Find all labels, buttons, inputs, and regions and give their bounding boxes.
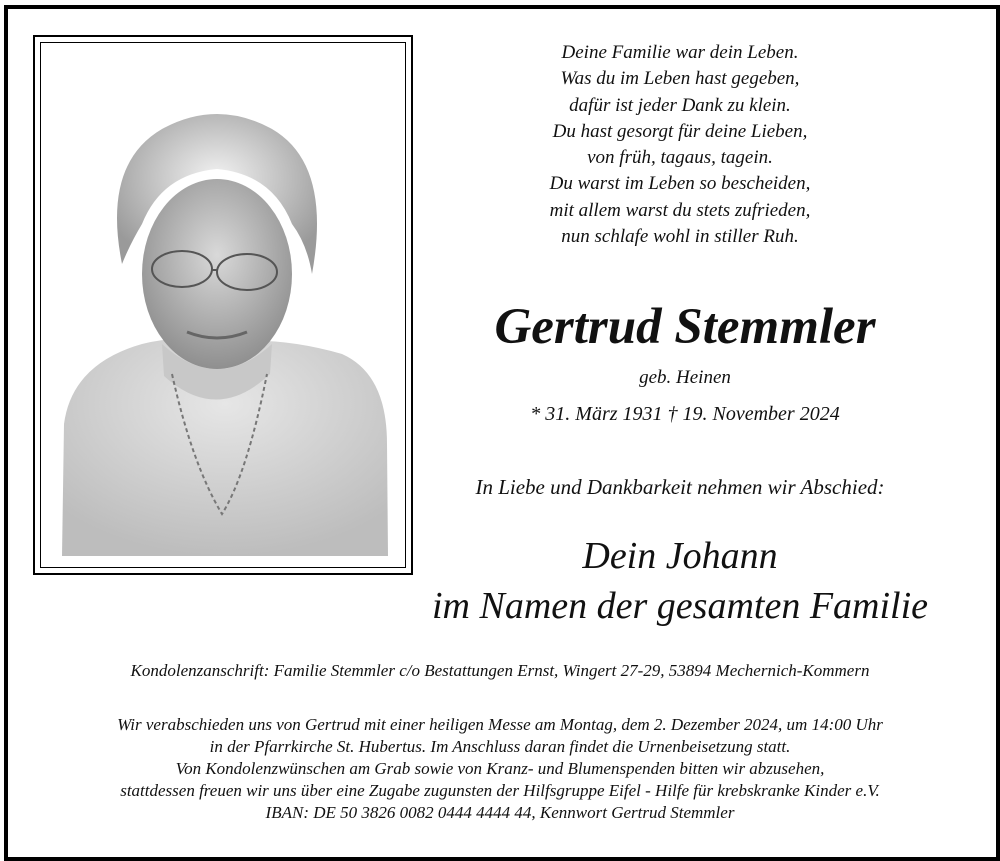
poem-line: Du hast gesorgt für deine Lieben, <box>552 120 808 142</box>
service-info-line: Wir verabschieden uns von Gertrud mit einer heiligen Messe am Montag, dem 2. Dezember 2024, um 14:00 Uhr <box>117 715 883 734</box>
poem-line: Deine Familie war dein Leben. <box>561 42 799 63</box>
farewell-line: In Liebe und Dankbarkeit nehmen wir Abschied: <box>475 475 885 499</box>
poem-line: mit allem warst du stets zufrieden, <box>549 199 811 221</box>
signature-line-1: Dein Johann <box>582 535 778 577</box>
deceased-name: Gertrud Stemmler <box>494 299 876 355</box>
service-info-line: in der Pfarrkirche St. Hubertus. Im Anschluss daran findet die Urnenbeisetzung statt. <box>209 737 791 756</box>
condolence-address: Kondolenzanschrift: Familie Stemmler c/o Bestattungen Ernst, Wingert 27-29, 53894 Mechernich-Kommern <box>130 661 870 680</box>
poem-line: nun schlafe wohl in stiller Ruh. <box>561 226 799 248</box>
portrait-photo <box>42 44 404 566</box>
portrait-illustration <box>42 44 394 556</box>
signature-line-2: im Namen der gesamten Familie <box>431 585 929 627</box>
memorial-poem <box>440 40 920 250</box>
life-dates: * 31. März 1931 † 19. November 2024 <box>530 403 840 425</box>
service-info-line: Von Kondolenzwünschen am Grab sowie von Kranz- und Blumenspenden bitten wir abzusehen, <box>175 759 825 778</box>
service-info-line: IBAN: DE 50 3826 0082 0444 4444 44, Kennwort Gertrud Stemmler <box>265 803 735 822</box>
poem-line: von früh, tagaus, tagein. <box>587 147 773 169</box>
service-info-line: stattdessen freuen wir uns über eine Zugabe zugunsten der Hilfsgruppe Eifel - Hilfe für krebskranke Kinder e.V. <box>120 781 880 800</box>
poem-line: Du warst im Leben so bescheiden, <box>549 173 811 195</box>
poem-line: Was du im Leben hast gegeben, <box>560 68 800 90</box>
poem-line: dafür ist jeder Dank zu klein. <box>569 94 791 116</box>
service-info <box>20 714 980 824</box>
birth-name: geb. Heinen <box>639 367 731 388</box>
portrait-frame <box>33 35 413 575</box>
